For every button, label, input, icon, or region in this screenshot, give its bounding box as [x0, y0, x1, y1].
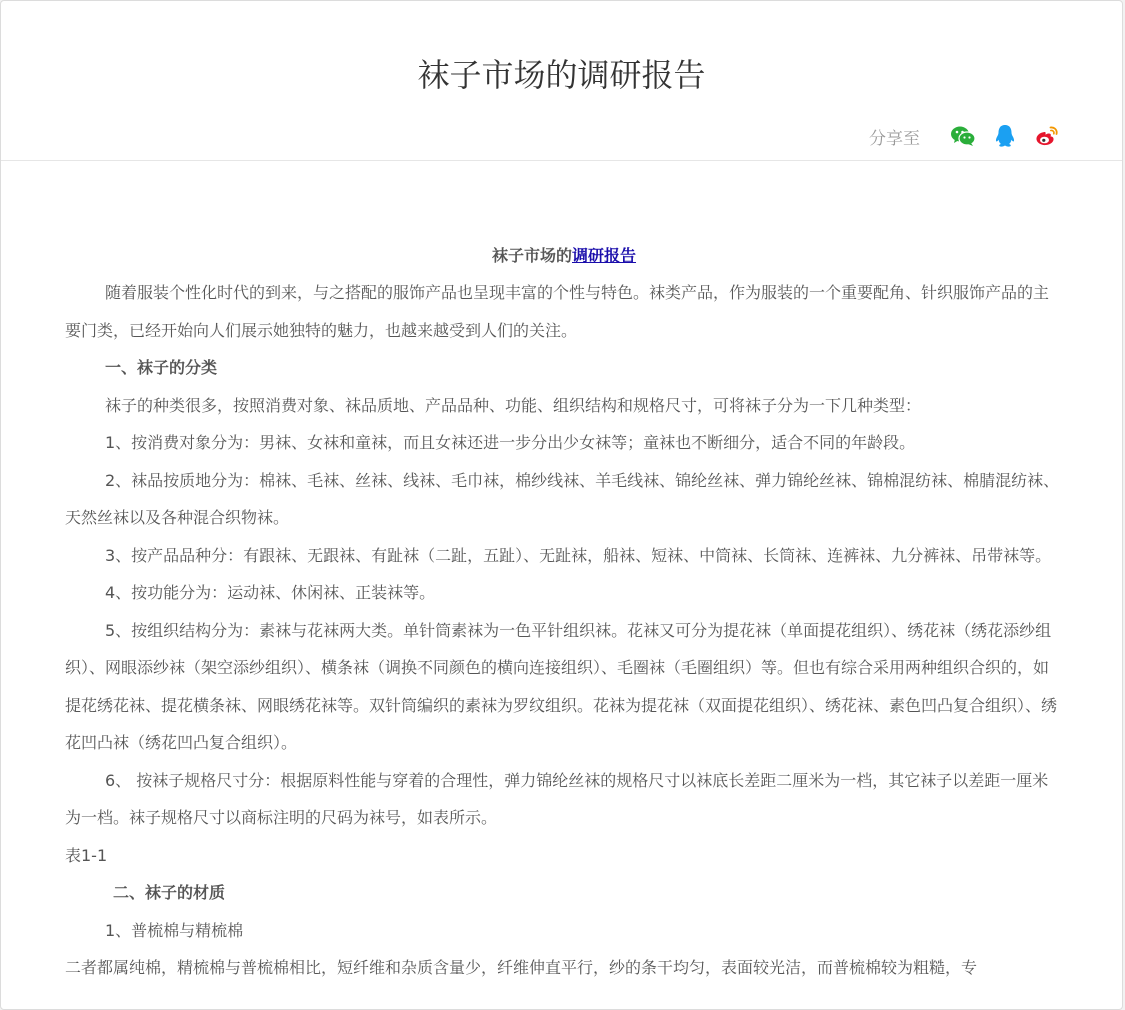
paragraph: 袜子的种类很多，按照消费对象、袜品质地、产品品种、功能、组织结构和规格尺寸，可将袜子分为一下几种类型：	[105, 395, 922, 415]
article-body	[65, 241, 1063, 987]
report-link[interactable]: 调研报告	[572, 246, 637, 265]
paragraph: 2、袜品按质地分为：棉袜、毛袜、丝袜、线袜、毛巾袜，棉纱线袜、羊毛线袜、锦纶丝袜、弹力锦纶丝袜、锦棉混纺袜、棉腈混纺袜、天然丝袜以及各种混合织物袜。	[65, 470, 1060, 527]
share-label: 分享至	[869, 128, 920, 149]
table-caption: 表1-1	[65, 845, 108, 865]
section-heading-material: 二、袜子的材质	[113, 883, 226, 902]
article-heading-text: 袜子市场的	[491, 246, 572, 265]
wechat-icon[interactable]	[950, 123, 976, 149]
paragraph: 1、按消费对象分为：男袜、女袜和童袜，而且女袜还进一步分出少女袜等；童袜也不断细分，适合不同的年龄段。	[105, 433, 916, 452]
weibo-icon[interactable]	[1034, 123, 1060, 149]
article-header	[1, 1, 1122, 161]
qq-icon[interactable]	[992, 123, 1018, 149]
paragraph: 4、按功能分为：运动袜、休闲袜、正装袜等。	[105, 583, 436, 602]
paragraph: 二者都属纯棉，精梳棉与普梳棉相比，短纤维和杂质含量少，纤维伸直平行，纱的条干均匀，表面较光洁，而普梳棉较为粗糙，专	[65, 958, 978, 977]
paragraph: 1、普梳棉与精梳棉	[105, 920, 244, 940]
page-title: 袜子市场的调研报告	[417, 56, 706, 94]
paragraph: 5、按组织结构分为：素袜与花袜两大类。单针筒素袜为一色平针组织袜。花袜又可分为提花袜（单面提花组织）、绣花袜（绣花添纱组织）、网眼添纱袜（架空添纱组织）、横条袜（调换不同颜色的横向连接组织）、毛圈袜（毛圈组织）等。但也有综合采用两种组织合织的，如提花绣花袜、提花横条袜、网眼绣花袜等。双针筒编织的素袜为罗纹组织。花袜为提花袜（双面提花组织）、绣花袜、素色凹凸复合组织）、绣花凹凸袜（绣花凹凸复合组织）。	[65, 620, 1058, 752]
paragraph: 6、 按袜子规格尺寸分：根据原料性能与穿着的合理性，弹力锦纶丝袜的规格尺寸以袜底长差距二厘米为一档，其它袜子以差距一厘米为一档。袜子规格尺寸以商标注明的尺码为袜号，如表所示。	[65, 770, 1049, 827]
section-heading-classification: 一、袜子的分类	[105, 358, 218, 377]
paragraph-intro: 随着服装个性化时代的到来，与之搭配的服饰产品也呈现丰富的个性与特色。袜类产品，作为服装的一个重要配角、针织服饰产品的主要门类，已经开始向人们展示她独特的魅力，也越来越受到人们的关注。	[65, 283, 1050, 340]
article-heading	[65, 241, 1063, 271]
paragraph: 3、按产品品种分：有跟袜、无跟袜、有趾袜（二趾，五趾）、无趾袜，船袜、短袜、中筒袜、长筒袜、连裤袜、九分裤袜、吊带袜等。	[105, 545, 1052, 565]
share-bar	[869, 121, 1060, 151]
